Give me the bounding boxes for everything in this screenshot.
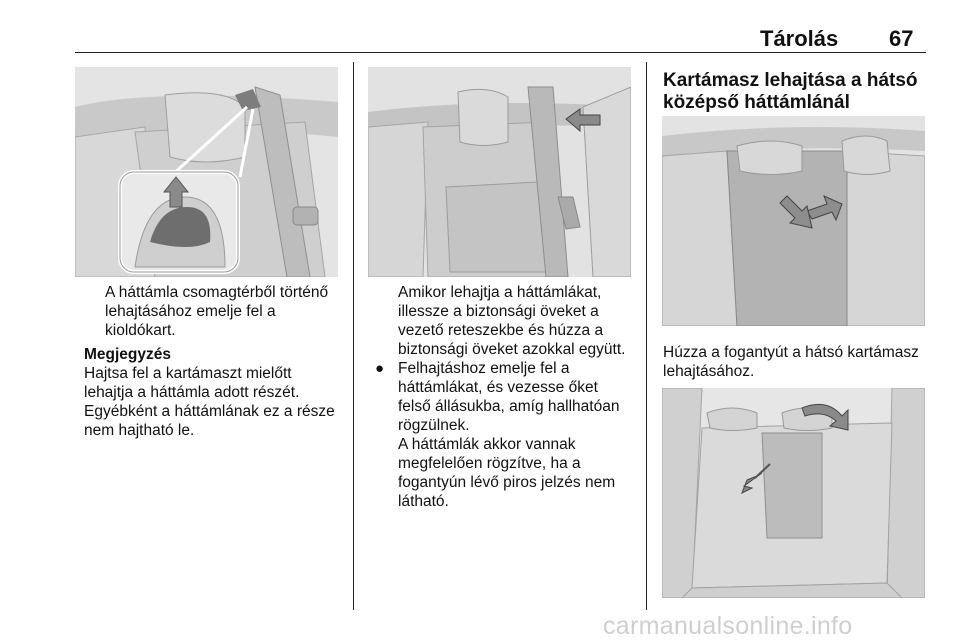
header-rule [75,52,926,53]
bullet-line: háttámlákat, és vezesse őket [398,379,598,396]
figure-seatbelt-guide [368,67,631,277]
bullet-line: felső állásukba, amíg hallhatóan [398,398,620,415]
caption-line: Amikor lehajtja a háttámlákat, [398,284,602,301]
armrest-instruction [663,343,919,381]
bullet-text [398,359,619,435]
section-title [663,70,918,114]
caption-line: biztonsági öveket azokkal együtt. [398,341,626,358]
caption-line: A háttámla csomagtérből történő [105,284,329,301]
followup-text [398,435,615,511]
watermark: carmanualsonline.info [603,612,853,640]
note-line: nem hajtható le. [84,422,195,439]
followup-line: megfelelően rögzítve, ha a [398,455,581,472]
note-body [84,364,335,440]
caption-line: lehajtásához emelje fel a [105,303,276,320]
column-divider-2 [646,62,647,610]
note-line: Egyébként a háttámlának ez a része [84,403,335,420]
caption-line: illessze a biztonsági öveket a [398,303,599,320]
followup-line: fogantyún lévő piros jelzés nem [398,474,616,491]
caption-figure-1 [105,283,328,340]
page-header-title: Tárolás [760,26,839,51]
section-title-line: középső háttámlánál [663,92,850,113]
column-divider-1 [353,62,354,610]
figure-armrest-handle [662,388,925,598]
followup-line: A háttámlák akkor vannak [398,436,576,453]
bullet-line: Felhajtáshoz emelje fel a [398,360,570,377]
instruction-line: Húzza a fogantyút a hátsó kartámasz [663,344,919,361]
instruction-line: lehajtásához. [663,363,755,380]
caption-figure-2 [398,283,625,359]
followup-line: látható. [398,493,449,510]
page-number: 67 [889,26,914,51]
section-title-line: Kartámasz lehajtása a hátsó [663,70,918,91]
figure-seat-release-lever [75,67,338,277]
note-line: Hajtsa fel a kartámaszt mielőtt [84,365,292,382]
caption-line: kioldókart. [105,322,176,339]
caption-line: vezető reteszekbe és húzza a [398,322,604,339]
figure-armrest-fold [662,116,925,326]
bullet-line: rögzülnek. [398,417,470,434]
bullet-icon: ● [375,360,385,377]
note-line: lehajtja a háttámla adott részét. [84,384,300,401]
note-title: Megjegyzés [84,346,172,363]
